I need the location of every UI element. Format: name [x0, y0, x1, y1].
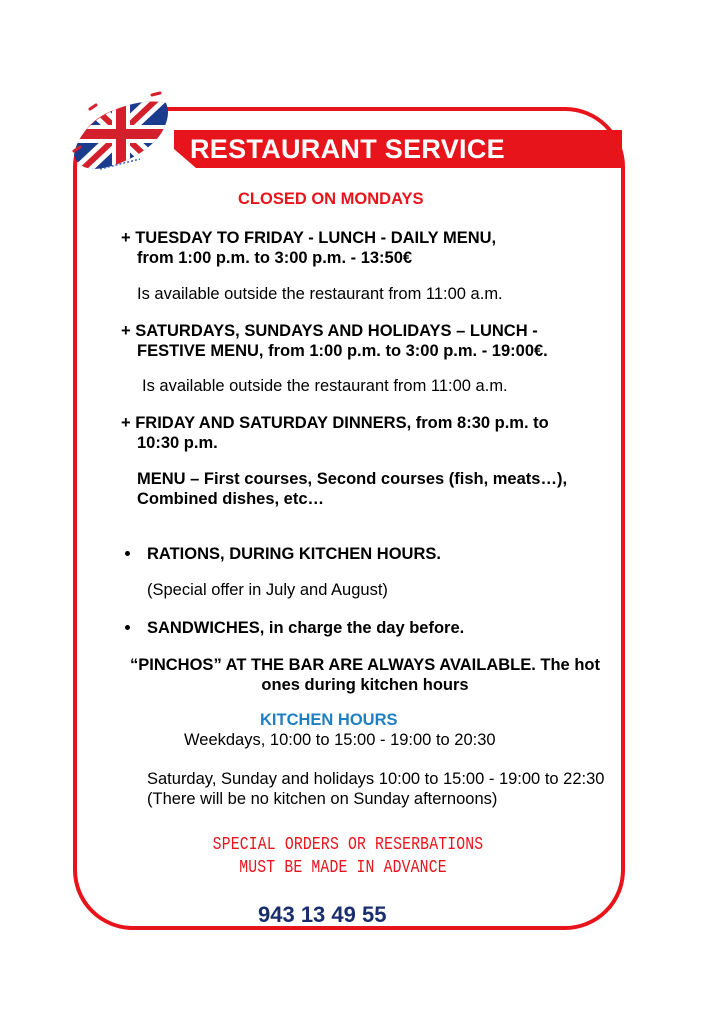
weekday-lunch-line1: + TUESDAY TO FRIDAY - LUNCH - DAILY MENU, — [121, 229, 497, 247]
bullet-icon — [125, 551, 130, 556]
weekend-lunch-line1: + SATURDAYS, SUNDAYS AND HOLIDAYS – LUNCH - — [121, 322, 538, 340]
closed-notice: CLOSED ON MONDAYS — [238, 190, 424, 208]
uk-flag-icon — [70, 85, 172, 181]
rations-label: RATIONS, DURING KITCHEN HOURS. — [147, 545, 441, 563]
dinners-line2: 10:30 p.m. — [137, 434, 218, 452]
pinchos-line2: ones during kitchen hours — [261, 676, 469, 694]
special-orders-line1: SPECIAL ORDERS OR RESERBATIONS — [212, 835, 484, 855]
kitchen-hours-title: KITCHEN HOURS — [260, 711, 398, 729]
dinners-line1: + FRIDAY AND SATURDAY DINNERS, from 8:30 p.m. to — [121, 414, 549, 432]
rations-note: (Special offer in July and August) — [147, 581, 388, 599]
dinners-menu-line1: MENU – First courses, Second courses (fish, meats…), — [137, 470, 568, 488]
weekday-lunch-line2: from 1:00 p.m. to 3:00 p.m. - 13:50€ — [137, 249, 413, 267]
weekend-lunch-note: Is available outside the restaurant from 11:00 a.m. — [142, 377, 508, 395]
pinchos-line1: “PINCHOS” AT THE BAR ARE ALWAYS AVAILABLE. The hot — [130, 656, 600, 674]
phone-number: 943 13 49 55 — [258, 902, 387, 927]
weekday-lunch-note: Is available outside the restaurant from 11:00 a.m. — [137, 285, 503, 303]
dinners-menu-line2: Combined dishes, etc… — [137, 490, 325, 508]
bullet-icon — [125, 625, 130, 630]
kitchen-weekdays: Weekdays, 10:00 to 15:00 - 19:00 to 20:30 — [184, 731, 496, 749]
special-orders-line2: MUST BE MADE IN ADVANCE — [239, 858, 447, 878]
kitchen-weekend: Saturday, Sunday and holidays 10:00 to 15:00 - 19:00 to 22:30 — [147, 770, 605, 788]
kitchen-sunday-note: (There will be no kitchen on Sunday afternoons) — [147, 790, 498, 808]
weekend-lunch-line2: FESTIVE MENU, from 1:00 p.m. to 3:00 p.m. - 19:00€. — [137, 342, 548, 360]
page-title: RESTAURANT SERVICE — [190, 134, 505, 164]
sandwiches-label: SANDWICHES, in charge the day before. — [147, 619, 465, 637]
